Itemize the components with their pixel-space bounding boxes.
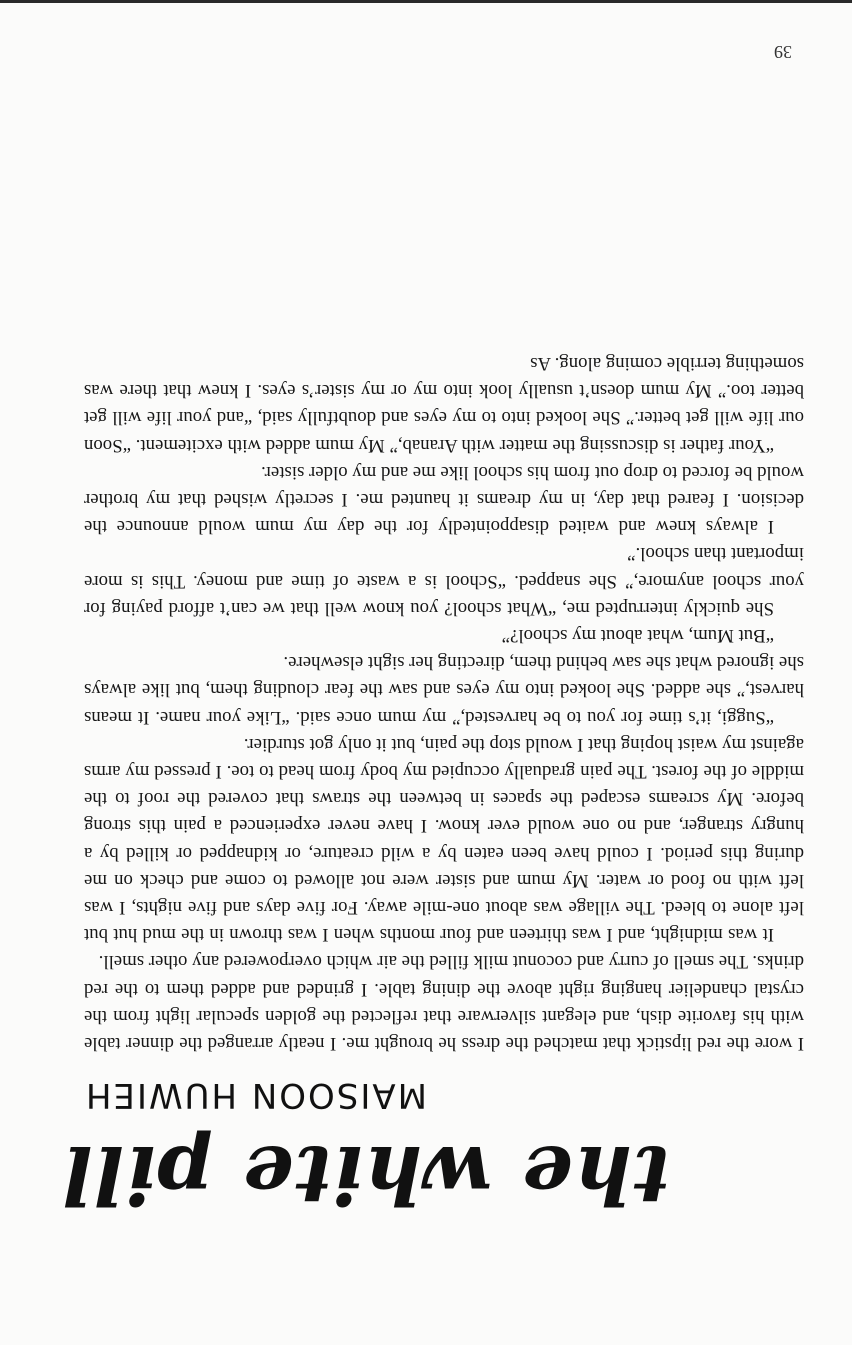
paragraph: She quickly interrupted me, “What school? you know well that we can’t afford paying for your school anymore,” She snapped. “School is a waste of time and money. This is more important than school.”: [84, 543, 804, 619]
paragraph: I always knew and waited disappointedly for the day my mum would announce the decision. I feared that day, in my dreams it haunted me. I secretly wished that my brother would be forced to drop out from his school like me and my older sister.: [84, 461, 804, 538]
page-edge-divider: [0, 0, 852, 3]
paragraph: It was midnight, and I was thirteen and four months when I was thrown in the mud hut but left alone to bleed. The village was about one-mile away. For five days and five nights, I was left with no food or water. My mum and sister were not allowed to come and check on me during this period. I could have been eaten by a wild creature, or kidnapped or killed by a hungry stranger, and no one would ever know. I have never experienced a pain this strong before. My screams escaped the spaces in between the straws that covered the roof to the middle of the forest. The pain gradually occupied my body from head to toe. I pressed my arms against my waist hoping that I would stop the pain, but it only got sturdier.: [84, 733, 804, 946]
paragraph: I wore the red lipstick that matched the dress he brought me. I neatly arranged the dinner table with his favorite dish, and elegant silverware that reflected the golden specular light from the crystal chandelier hanging right above the dining table. I grinded and added them to the red drinks. The smell of curry and coconut milk filled the air which overpowered any other smell.: [84, 951, 804, 1054]
author-name: MAISOON HUWIEH: [83, 1075, 427, 1115]
story-title: the white pill: [61, 1128, 670, 1222]
paragraph: “But Mum, what about my school?”: [501, 624, 774, 646]
paragraph: “Suggi, it’s time for you to be harvested,” my mum once said. “Like your name. It means harvest,” she added. She looked into my eyes and saw the fear clouding them, but like always she ignored what she saw behind them, directing her sight elsewhere.: [84, 652, 804, 728]
page-number: 39: [774, 42, 792, 62]
body-text: [84, 350, 804, 1057]
paragraph: “Your father is discussing the matter with Aranab,” My mum added with excitement. “Soon our life will get better.” She looked into to my eyes and doubtfully said, “and your life will get better too.” My mum doesn’t usually look into my or my sister’s eyes. I knew that there was something terrible coming along. As: [84, 352, 804, 456]
